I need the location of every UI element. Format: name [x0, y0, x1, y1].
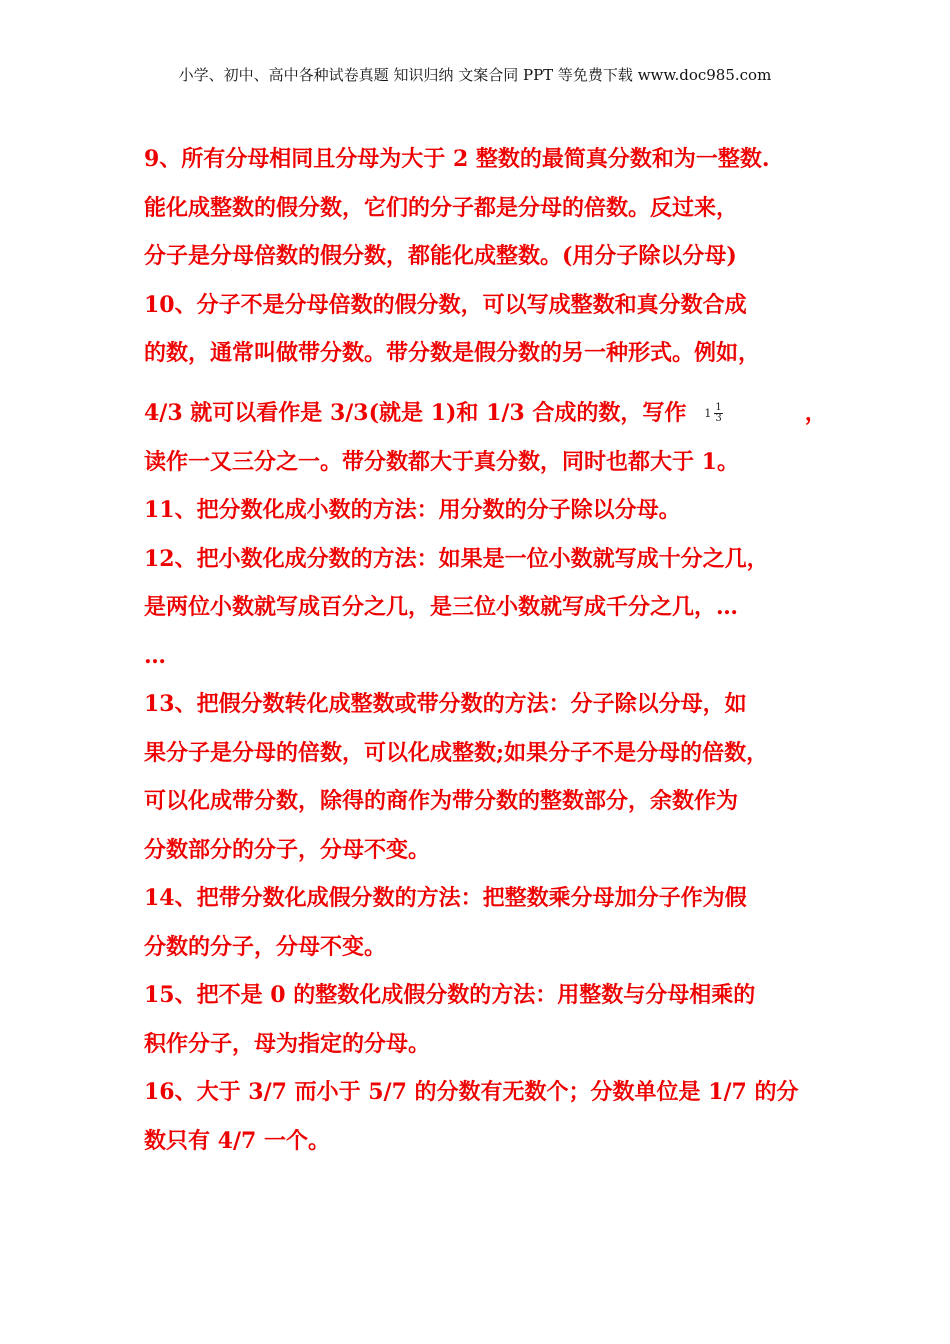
page-header: 小学、初中、高中各种试卷真题 知识归纳 文案合同 PPT 等免费下载 www.doc985.com [178, 66, 772, 84]
text-line: … [144, 642, 166, 669]
text-line: 是两位小数就写成百分之几，是三位小数就写成千分之几，… [144, 594, 739, 620]
text-line: 分子是分母倍数的假分数，都能化成整数。(用分子除以分母) [144, 243, 737, 269]
text-line: 积作分子，母为指定的分母。 [144, 1030, 431, 1057]
text-line: 数只有 4/7 一个。 [144, 1127, 330, 1154]
text-line: 10、分子不是分母倍数的假分数，可以写成整数和真分数合成 [144, 291, 747, 318]
text-line-with-fraction [144, 383, 827, 443]
text-line: 16、大于 3/7 而小于 5/7 的分数有无数个；分数单位是 1/7 的分 [144, 1079, 799, 1105]
text-line: 分数的分子，分母不变。 [144, 933, 387, 960]
text-line: 15、把不是 0 的整数化成假分数的方法：用整数与分母相乘的 [144, 982, 756, 1008]
text-line: 14、把带分数化成假分数的方法：把整数乘分母加分子作为假 [144, 885, 747, 911]
text-segment: 4/3 就可以看作是 3/3(就是 1)和 1/3 合成的数，写作 [144, 399, 687, 426]
text-line: 12、把小数化成分数的方法：如果是一位小数就写成十分之几， [144, 545, 769, 572]
text-line: 果分子是分母的倍数，可以化成整数;如果分子不是分母的倍数， [144, 739, 769, 766]
mixed-number-denominator: 3 [715, 413, 722, 424]
mixed-number-whole: 1 [704, 407, 712, 420]
mixed-number-image [704, 403, 722, 424]
text-line: 11、把分数化成小数的方法：用分数的分子除以分母。 [144, 497, 681, 523]
text-line: 分数部分的分子，分母不变。 [144, 836, 431, 863]
text-line: 的数，通常叫做带分数。带分数是假分数的另一种形式。例如， [144, 340, 761, 366]
text-line: 可以化成带分数，除得的商作为带分数的整数部分，余数作为 [144, 788, 739, 814]
mixed-number-numerator: 1 [715, 402, 722, 413]
trailing-comma: ， [804, 399, 827, 426]
document-body [144, 140, 827, 1170]
text-line: 能化成整数的假分数，它们的分子都是分母的倍数。反过来， [144, 194, 739, 221]
text-line: 读作一又三分之一。带分数都大于真分数，同时也都大于 1。 [144, 448, 739, 475]
text-line: 13、把假分数转化成整数或带分数的方法：分子除以分母，如 [144, 691, 747, 717]
text-line: 9、所有分母相同且分母为大于 2 整数的最简真分数和为一整数. [144, 146, 770, 172]
